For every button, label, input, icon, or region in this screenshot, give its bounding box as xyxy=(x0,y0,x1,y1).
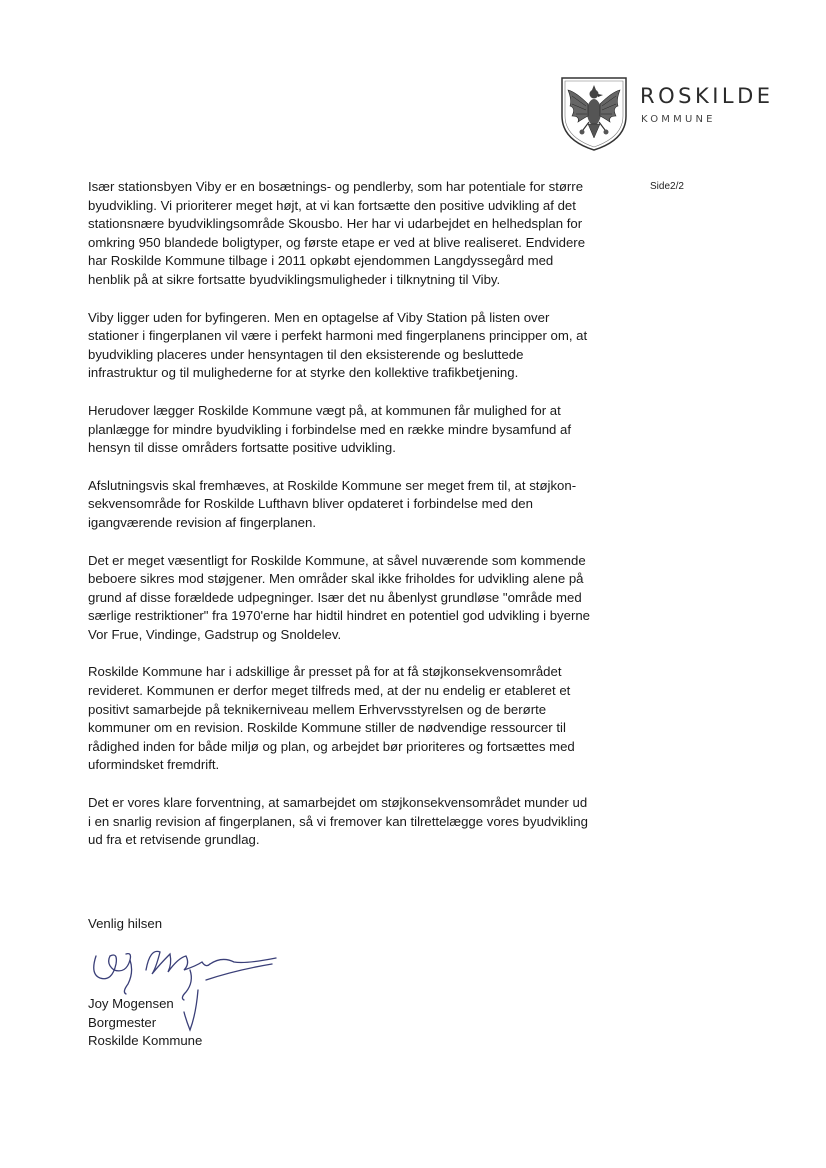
text-line: særlige restriktioner" fra 1970'erne har hidtil hindret en potentiel god udvikling i byerne xyxy=(88,608,591,624)
text-line: Afslutningsvis skal fremhæves, at Roskilde Kommune ser meget frem til, at støjkon- xyxy=(88,477,577,493)
paragraph xyxy=(88,477,628,533)
brand-subtitle: KOMMUNE xyxy=(641,114,716,125)
text-line: Roskilde Kommune har i adskillige år presset på for at få støjkonsekvensområdet xyxy=(88,664,562,680)
text-line: ud fra et retvisende grundlag. xyxy=(88,832,260,848)
text-line: infrastruktur og til mulighederne for at styrke den kollektive trafikbetjening. xyxy=(88,365,519,381)
text-line: Det er meget væsentligt for Roskilde Kommune, at såvel nuværende som kommende xyxy=(88,552,586,568)
paragraph xyxy=(88,552,628,645)
text-line: igangværende revision af fingerplanen. xyxy=(88,514,316,530)
text-line: stationer i fingerplanen vil være i perfekt harmoni med fingerplanens principper om, at xyxy=(88,328,588,344)
text-line: grund af disse forældede udpegninger. Især det nu åbenlyst grundløse "område med xyxy=(88,589,582,605)
text-line: henblik på at sikre fortsatte byudviklingsmuligheder i tilknytning til Viby. xyxy=(88,271,501,287)
brand-name: ROSKILDE xyxy=(640,84,774,108)
text-line: byudvikling placeres under hensyntagen til den eksisterende og besluttede xyxy=(88,346,524,362)
signer-title: Borgmester xyxy=(88,1014,157,1030)
letter-body xyxy=(88,178,628,869)
closing-greeting: Venlig hilsen xyxy=(88,916,163,931)
text-line: hensyn til disse områders fortsatte positive udvikling. xyxy=(88,440,396,456)
text-line: Især stationsbyen Viby er en bosætnings- og pendlerby, som har potentiale for større xyxy=(88,179,584,194)
paragraph xyxy=(88,663,628,775)
text-line: Viby ligger uden for byfingeren. Men en optagelse af Viby Station på listen over xyxy=(88,309,550,325)
paragraph xyxy=(88,402,628,458)
text-line: Vor Frue, Vindinge, Gadstrup og Snoldelev. xyxy=(88,626,342,642)
text-line: har Roskilde Kommune tilbage i 2011 opkøbt ejendommen Langdyssegård med xyxy=(88,253,554,269)
text-line: omkring 950 blandede boligtyper, og første etape er ved at blive realiseret. Endvidere xyxy=(88,234,586,250)
municipality-logo xyxy=(558,72,798,152)
eagle-crest-icon xyxy=(558,72,630,152)
text-line: planlægge for mindre byudvikling i forbindelse med en række mindre bysamfund af xyxy=(88,421,572,437)
text-line: sekvensområde for Roskilde Lufthavn bliver opdateret i forbindelse med den xyxy=(88,496,533,512)
text-line: Det er vores klare forventning, at samarbejdet om støjkonsekvensområdet munder ud xyxy=(88,795,588,811)
paragraph xyxy=(88,178,628,290)
text-line: positivt samarbejde på teknikerniveau mellem Erhvervsstyrelsen og de berørte xyxy=(88,701,547,717)
text-line: rådighed inden for både miljø og plan, og arbejdet bør prioriteres og fortsættes med xyxy=(88,738,575,754)
signature-block xyxy=(88,995,202,1051)
text-line: stationsnære byudviklingsområde Skousbo. Her har vi udarbejdet en helhedsplan for xyxy=(88,216,583,232)
text-line: kommuner om en revision. Roskilde Kommune stiller de nødvendige ressourcer til xyxy=(88,720,566,736)
signer-organization: Roskilde Kommune xyxy=(88,1033,203,1049)
text-line: i en snarlig revision af fingerplanen, så vi fremover kan tilrettelægge vores byudvikling xyxy=(88,813,588,829)
paragraph xyxy=(88,309,628,383)
text-line: revideret. Kommunen er derfor meget tilfreds med, at der nu endelig er etableret et xyxy=(88,683,571,699)
text-line: beboere sikres mod støjgener. Men områder skal ikke friholdes for udvikling alene på xyxy=(88,571,584,587)
signer-name: Joy Mogensen xyxy=(88,996,174,1011)
paragraph xyxy=(88,794,628,850)
text-line: Herudover lægger Roskilde Kommune vægt på, at kommunen får mulighed for at xyxy=(88,402,561,418)
text-line: uformindsket fremdrift. xyxy=(88,757,220,773)
page-number: Side2/2 xyxy=(650,181,684,192)
text-line: byudvikling. Vi prioriterer meget højt, at vi kan fortsætte den positive udvikling af det xyxy=(88,197,576,213)
